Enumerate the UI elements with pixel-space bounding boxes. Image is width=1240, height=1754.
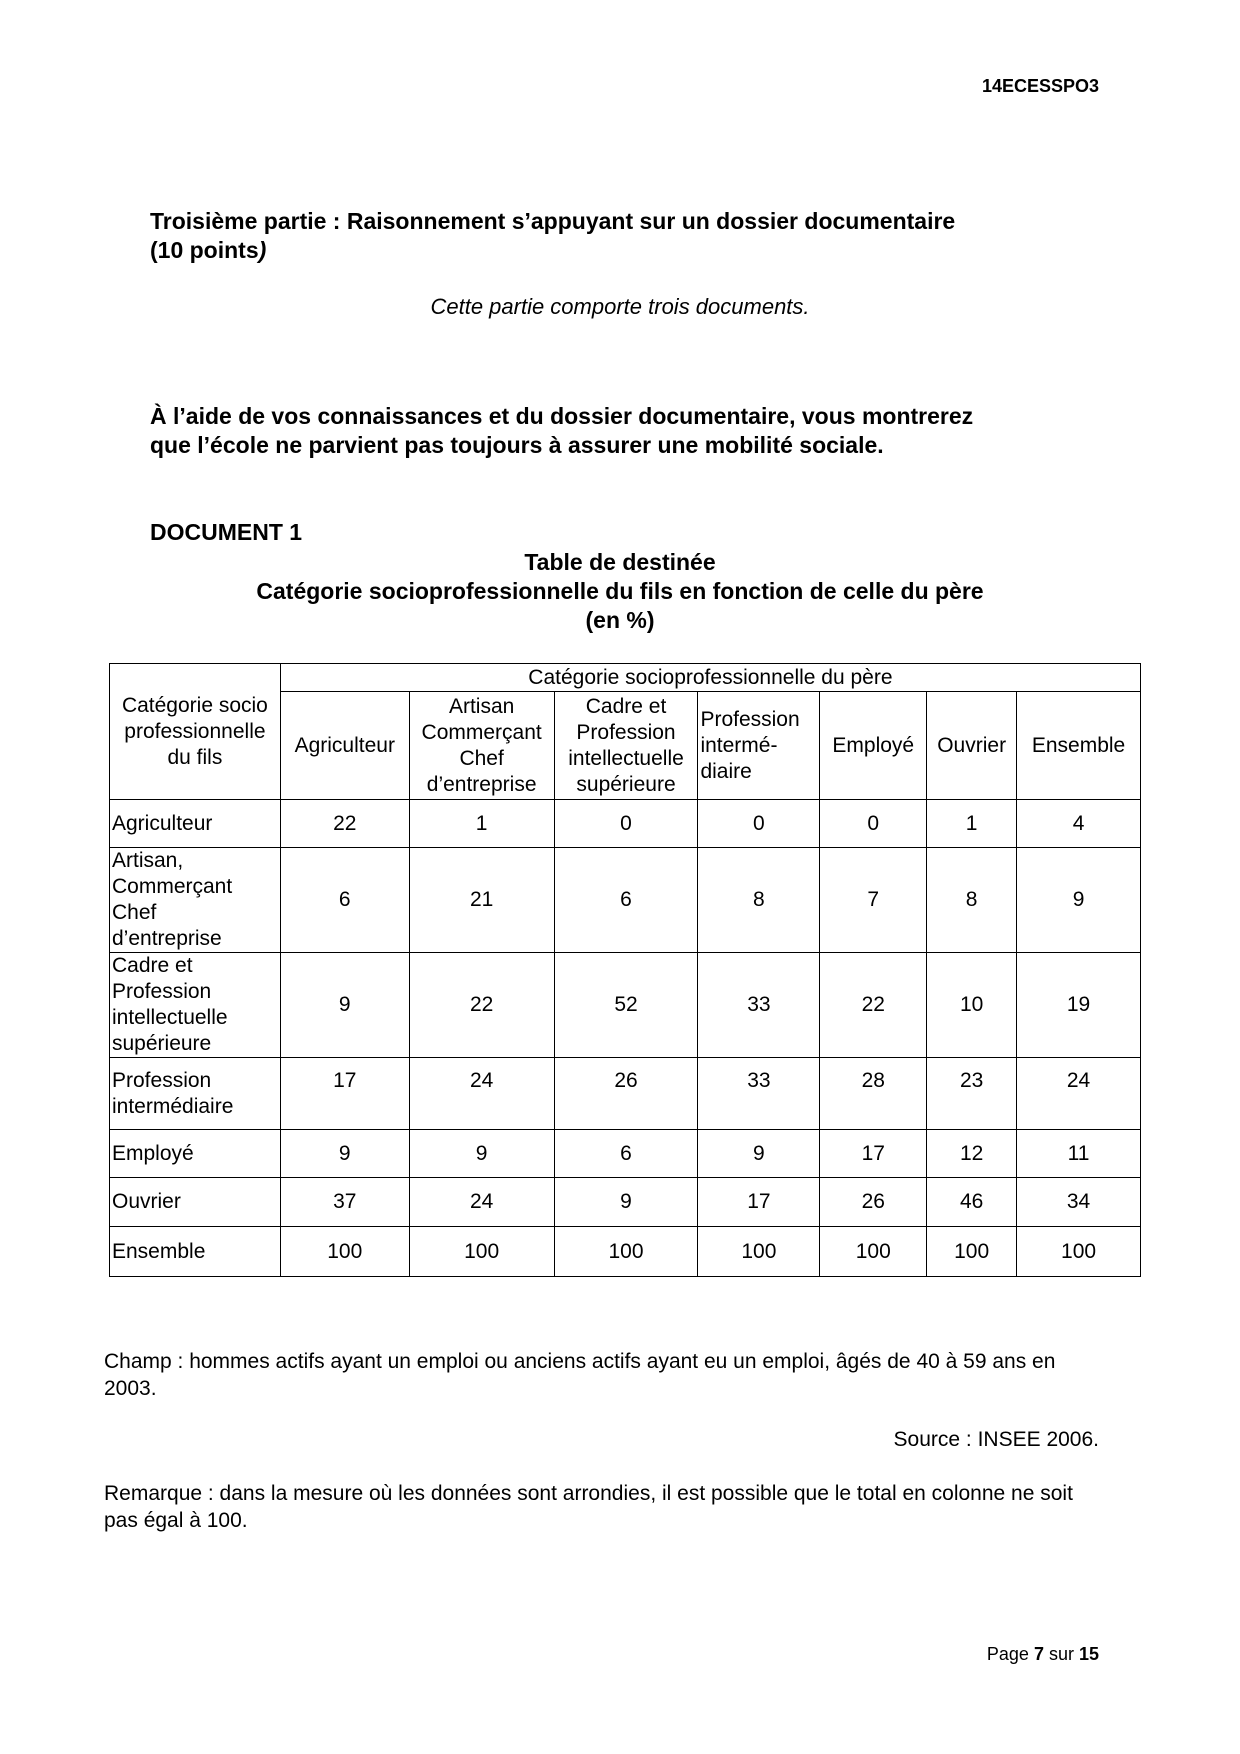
value-cell: 0 bbox=[820, 800, 927, 848]
table-row bbox=[110, 1130, 1141, 1178]
question-line-1: À l’aide de vos connaissances et du dossier documentaire, vous montrerez bbox=[150, 403, 974, 429]
table-title: Table de destinée bbox=[524, 549, 716, 575]
cell-line: Profession bbox=[576, 720, 676, 744]
value-cell: 34 bbox=[1017, 1178, 1141, 1227]
table-unit: (en %) bbox=[585, 607, 655, 633]
cell-line: Ouvrier bbox=[937, 733, 1007, 757]
table-title-block bbox=[0, 548, 1240, 635]
cell-line: Ouvrier bbox=[112, 1190, 181, 1213]
cell-line: d’entreprise bbox=[112, 927, 222, 950]
value-cell: 100 bbox=[698, 1227, 820, 1277]
table-row bbox=[110, 1227, 1141, 1277]
value-cell: 46 bbox=[927, 1178, 1017, 1227]
row-label bbox=[110, 1227, 281, 1277]
section-title-text: Troisième partie : Raisonnement s’appuyant sur un dossier documentaire bbox=[150, 208, 956, 234]
column-header bbox=[927, 692, 1017, 800]
page-sep: sur bbox=[1043, 1644, 1079, 1664]
champ-note: Champ : hommes actifs ayant un emploi ou anciens actifs ayant eu un emploi, âgés de 40 à 59 ans en 2003. bbox=[104, 1350, 1056, 1400]
value-cell: 12 bbox=[927, 1130, 1017, 1178]
value-cell: 4 bbox=[1017, 800, 1141, 848]
cell-line: d’entreprise bbox=[426, 772, 537, 796]
group-header: Catégorie socioprofessionnelle du père bbox=[280, 664, 1140, 692]
page-prefix: Page bbox=[986, 1644, 1034, 1664]
cell-line: Ensemble bbox=[112, 1239, 206, 1263]
cell-line: Artisan, bbox=[112, 849, 184, 872]
value-cell: 24 bbox=[409, 1058, 554, 1130]
exam-code: 14ECESSPO3 bbox=[981, 76, 1099, 96]
cell-line: Profession bbox=[700, 707, 800, 731]
page-total: 15 bbox=[1078, 1644, 1099, 1664]
value-cell: 1 bbox=[409, 800, 554, 848]
cell-line: intellectuelle bbox=[112, 1006, 228, 1029]
page-current: 7 bbox=[1033, 1644, 1044, 1664]
cell-line: Profession bbox=[112, 1069, 212, 1092]
document-label: DOCUMENT 1 bbox=[150, 519, 303, 545]
value-cell: 24 bbox=[1017, 1058, 1141, 1130]
cell-line: Agriculteur bbox=[294, 733, 395, 757]
cell-line: supérieure bbox=[576, 772, 676, 796]
value-cell: 9 bbox=[554, 1178, 698, 1227]
section-points-end: ) bbox=[258, 237, 267, 263]
value-cell: 33 bbox=[698, 953, 820, 1058]
question-line-2: que l’école ne parvient pas toujours à assurer une mobilité sociale. bbox=[150, 432, 884, 458]
value-cell: 22 bbox=[280, 800, 409, 848]
value-cell: 8 bbox=[927, 848, 1017, 953]
column-header bbox=[554, 692, 698, 800]
value-cell: 22 bbox=[409, 953, 554, 1058]
cell-line: Ensemble bbox=[1031, 733, 1126, 757]
cell-line: Chef bbox=[112, 901, 157, 924]
remark-note: Remarque : dans la mesure où les données sont arrondies, il est possible que le total en colonne ne soit pas égal à 100. bbox=[104, 1482, 1073, 1532]
value-cell: 33 bbox=[698, 1058, 820, 1130]
row-label bbox=[110, 1178, 281, 1227]
value-cell: 100 bbox=[554, 1227, 698, 1277]
page-number bbox=[987, 1644, 1099, 1665]
value-cell: 9 bbox=[280, 1130, 409, 1178]
row-label bbox=[110, 953, 281, 1058]
value-cell: 0 bbox=[698, 800, 820, 848]
table-row bbox=[110, 953, 1141, 1058]
value-cell: 28 bbox=[820, 1058, 927, 1130]
value-cell: 8 bbox=[698, 848, 820, 953]
value-cell: 7 bbox=[820, 848, 927, 953]
cell-line: Employé bbox=[832, 733, 915, 757]
value-cell: 19 bbox=[1017, 953, 1141, 1058]
cell-line: intermé- bbox=[700, 733, 778, 757]
value-cell: 9 bbox=[1017, 848, 1141, 953]
value-cell: 10 bbox=[927, 953, 1017, 1058]
table-row bbox=[110, 1058, 1141, 1130]
value-cell: 100 bbox=[1017, 1227, 1141, 1277]
table-row bbox=[110, 848, 1141, 953]
value-cell: 26 bbox=[820, 1178, 927, 1227]
value-cell: 37 bbox=[280, 1178, 409, 1227]
value-cell: 21 bbox=[409, 848, 554, 953]
row-header-cell bbox=[110, 664, 281, 800]
table-subtitle: Catégorie socioprofessionnelle du fils en fonction de celle du père bbox=[256, 578, 984, 604]
value-cell: 1 bbox=[927, 800, 1017, 848]
cell-line: intermédiaire bbox=[112, 1095, 234, 1118]
intro-text: Cette partie comporte trois documents. bbox=[430, 294, 810, 319]
column-header bbox=[820, 692, 927, 800]
cell-line: supérieure bbox=[112, 1032, 212, 1055]
cell-line: professionnelle bbox=[124, 719, 266, 743]
table-row bbox=[110, 1178, 1141, 1227]
value-cell: 6 bbox=[554, 848, 698, 953]
column-header bbox=[280, 692, 409, 800]
cell-line: Cadre et bbox=[585, 694, 667, 718]
value-cell: 100 bbox=[927, 1227, 1017, 1277]
value-cell: 100 bbox=[820, 1227, 927, 1277]
cell-line: intellectuelle bbox=[568, 746, 684, 770]
row-label bbox=[110, 848, 281, 953]
value-cell: 22 bbox=[820, 953, 927, 1058]
source: Source : INSEE 2006. bbox=[893, 1428, 1099, 1451]
column-header bbox=[698, 692, 820, 800]
cell-line: Profession bbox=[112, 980, 212, 1003]
value-cell: 17 bbox=[698, 1178, 820, 1227]
cell-line: Employé bbox=[112, 1141, 194, 1165]
section-title bbox=[150, 207, 955, 265]
value-cell: 26 bbox=[554, 1058, 698, 1130]
value-cell: 100 bbox=[409, 1227, 554, 1277]
value-cell: 17 bbox=[820, 1130, 927, 1178]
value-cell: 11 bbox=[1017, 1130, 1141, 1178]
question bbox=[150, 402, 973, 460]
cell-line: Cadre et bbox=[112, 954, 193, 977]
value-cell: 52 bbox=[554, 953, 698, 1058]
row-label bbox=[110, 1058, 281, 1130]
cell-line: Artisan bbox=[448, 694, 515, 718]
cell-line: Commerçant bbox=[112, 875, 233, 898]
value-cell: 23 bbox=[927, 1058, 1017, 1130]
cell-line: Agriculteur bbox=[112, 811, 213, 835]
cell-line: Catégorie socio bbox=[121, 693, 268, 717]
row-label bbox=[110, 1130, 281, 1178]
value-cell: 9 bbox=[280, 953, 409, 1058]
row-label bbox=[110, 800, 281, 848]
cell-line: diaire bbox=[700, 759, 752, 783]
value-cell: 6 bbox=[280, 848, 409, 953]
cell-line: Chef bbox=[459, 746, 504, 770]
value-cell: 24 bbox=[409, 1178, 554, 1227]
value-cell: 100 bbox=[280, 1227, 409, 1277]
destiny-table bbox=[109, 663, 1141, 1277]
column-header bbox=[1017, 692, 1141, 800]
value-cell: 0 bbox=[554, 800, 698, 848]
value-cell: 6 bbox=[554, 1130, 698, 1178]
table-row bbox=[110, 800, 1141, 848]
cell-line: Commerçant bbox=[421, 720, 542, 744]
column-header bbox=[409, 692, 554, 800]
section-points: (10 points bbox=[150, 237, 259, 263]
value-cell: 9 bbox=[698, 1130, 820, 1178]
cell-line: du fils bbox=[167, 745, 223, 769]
value-cell: 17 bbox=[280, 1058, 409, 1130]
value-cell: 9 bbox=[409, 1130, 554, 1178]
